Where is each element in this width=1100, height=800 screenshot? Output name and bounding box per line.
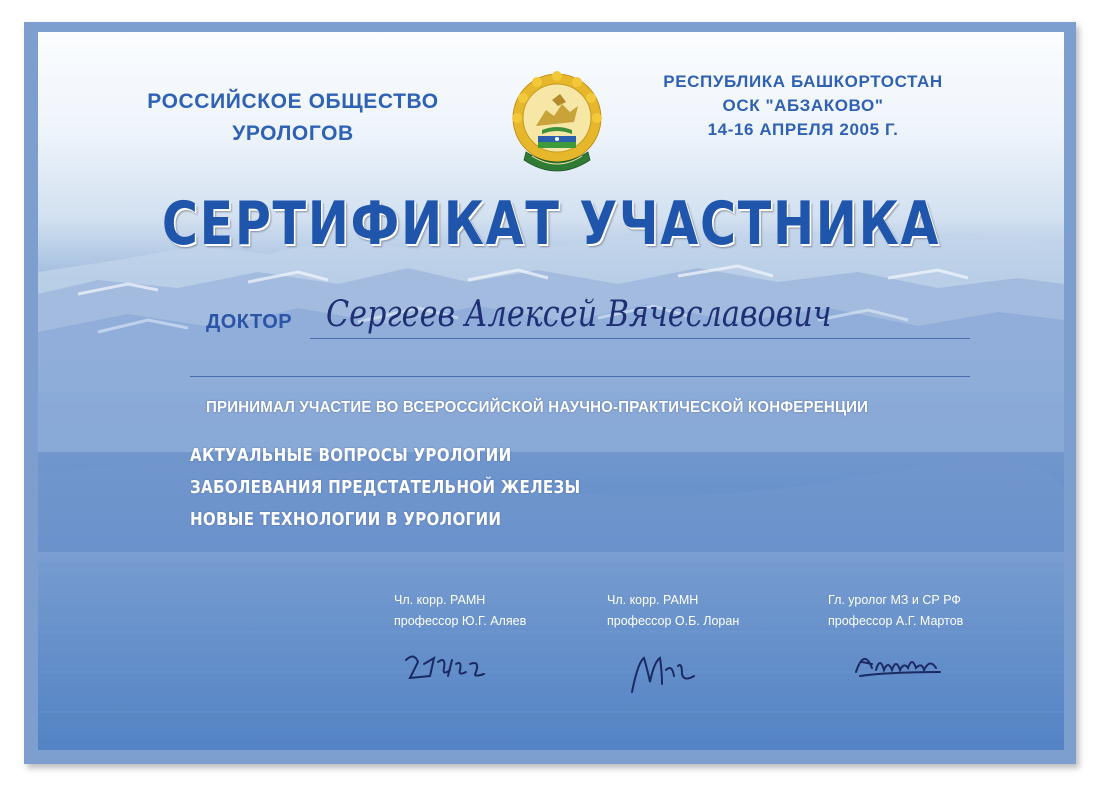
signatory-name: профессор О.Б. Лоран (607, 614, 740, 628)
conference-topic: ЗАБОЛЕВАНИЯ ПРЕДСТАТЕЛЬНОЙ ЖЕЛЕЗЫ (190, 477, 581, 498)
venue-name: ОСК "АБЗАКОВО" (722, 96, 884, 115)
organization-left-line2: УРОЛОГОВ (232, 122, 354, 145)
event-dates: 14-16 АПРЕЛЯ 2005 Г. (707, 120, 899, 139)
signatory-1 (394, 590, 526, 632)
signatory-position: Чл. корр. РАМН (607, 593, 699, 607)
signatory-position: Гл. уролог МЗ и СР РФ (828, 593, 961, 607)
signatory-name: профессор Ю.Г. Аляев (394, 614, 527, 628)
certificate-title: СЕРТИФИКАТ УЧАСТНИКА (161, 189, 941, 259)
conference-topics (190, 440, 655, 536)
signatory-3 (828, 590, 963, 632)
participation-text: ПРИНИМАЛ УЧАСТИЕ ВО ВСЕРОССИЙСКОЙ НАУЧНО-ПРАКТИЧЕСКОЙ КОНФЕРЕНЦИИ (206, 399, 869, 416)
signatory-2 (607, 590, 739, 632)
signature-1 (400, 642, 492, 688)
organization-left (88, 86, 498, 150)
republic-name: РЕСПУБЛИКА БАШКОРТОСТАН (663, 72, 943, 91)
recipient-name: Сергеев Алексей Вячеславович (326, 294, 832, 335)
organization-left-line1: РОССИЙСКОЕ ОБЩЕСТВО (147, 90, 439, 113)
conference-topic: АКТУАЛЬНЫЕ ВОПРОСЫ УРОЛОГИИ (190, 445, 512, 466)
bashkortostan-emblem-icon (508, 60, 606, 188)
certificate-sheet (38, 32, 1064, 750)
doctor-label: ДОКТОР (206, 311, 293, 333)
signatory-position: Чл. корр. РАМН (394, 593, 486, 607)
second-underline (190, 376, 970, 377)
signatory-name: профессор А.Г. Мартов (828, 614, 964, 628)
conference-topic: НОВЫЕ ТЕХНОЛОГИИ В УРОЛОГИИ (190, 509, 502, 530)
signature-2 (624, 642, 704, 698)
name-underline (310, 338, 970, 339)
organization-right (613, 70, 993, 142)
signature-3 (850, 642, 950, 686)
